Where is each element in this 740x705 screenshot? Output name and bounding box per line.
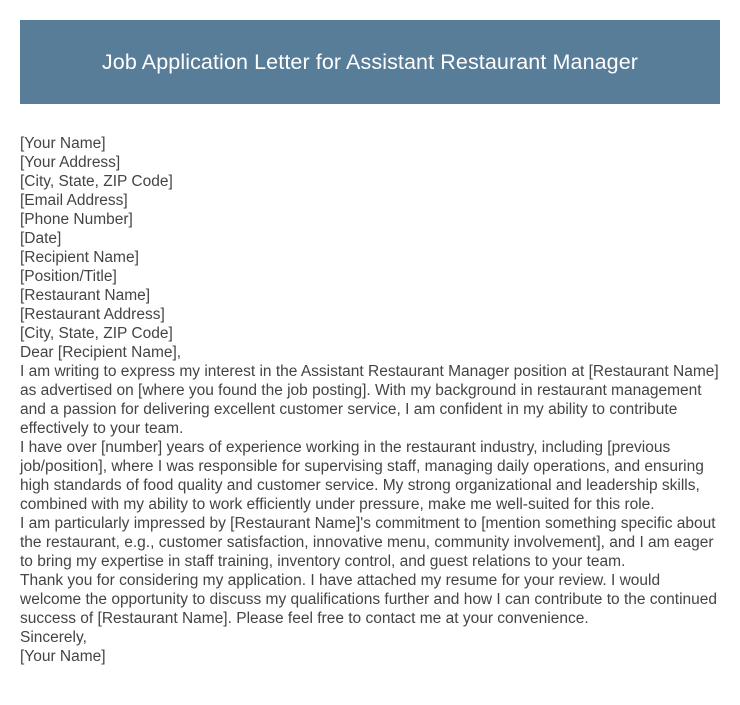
recipient-address: [Restaurant Address] (20, 306, 165, 323)
signature: [Your Name] (20, 648, 106, 665)
sender-email: [Email Address] (20, 192, 128, 209)
closing: Sincerely, (20, 629, 87, 646)
sender-address: [Your Address] (20, 154, 121, 171)
letter-header (20, 20, 720, 104)
sender-phone: [Phone Number] (20, 211, 133, 228)
paragraph-thanks: Thank you for considering my application. I have attached my resume for your review. I would welcome the opportunity to discuss my qualifications further and how I can contribute to the continued success of [Restaurant Name]. Please feel free to contact me at your convenience. (20, 572, 718, 627)
sender-city-state-zip: [City, State, ZIP Code] (20, 173, 173, 190)
letter-body (20, 134, 724, 666)
sender-name: [Your Name] (20, 135, 106, 152)
recipient-restaurant: [Restaurant Name] (20, 287, 151, 304)
salutation: Dear [Recipient Name], (20, 344, 182, 361)
paragraph-interest: I am particularly impressed by [Restaurant Name]'s commitment to [mention something specific about the restaurant, e.g., customer satisfaction, innovative menu, community involvement], and I am eager to bring my expertise in staff training, inventory control, and guest relations to your team. (20, 515, 716, 570)
recipient-name: [Recipient Name] (20, 249, 139, 266)
recipient-city-state-zip: [City, State, ZIP Code] (20, 325, 173, 342)
paragraph-experience: I have over [number] years of experience working in the restaurant industry, including [previous job/position], where I was responsible for supervising staff, managing daily operations, and ensuring high standards of food quality and customer service. My strong organizational and leadership skills, combined with my ability to work efficiently under pressure, make me well-suited for this role. (20, 439, 704, 513)
page-title: Job Application Letter for Assistant Restaurant Manager (101, 49, 639, 74)
letter-date: [Date] (20, 230, 62, 247)
recipient-position: [Position/Title] (20, 268, 117, 285)
paragraph-intro: I am writing to express my interest in the Assistant Restaurant Manager position at [Restaurant Name] as advertised on [where you found the job posting]. With my background in restaurant management and a passion for delivering excellent customer service, I am confident in my ability to contribute effectively to your team. (20, 363, 719, 437)
